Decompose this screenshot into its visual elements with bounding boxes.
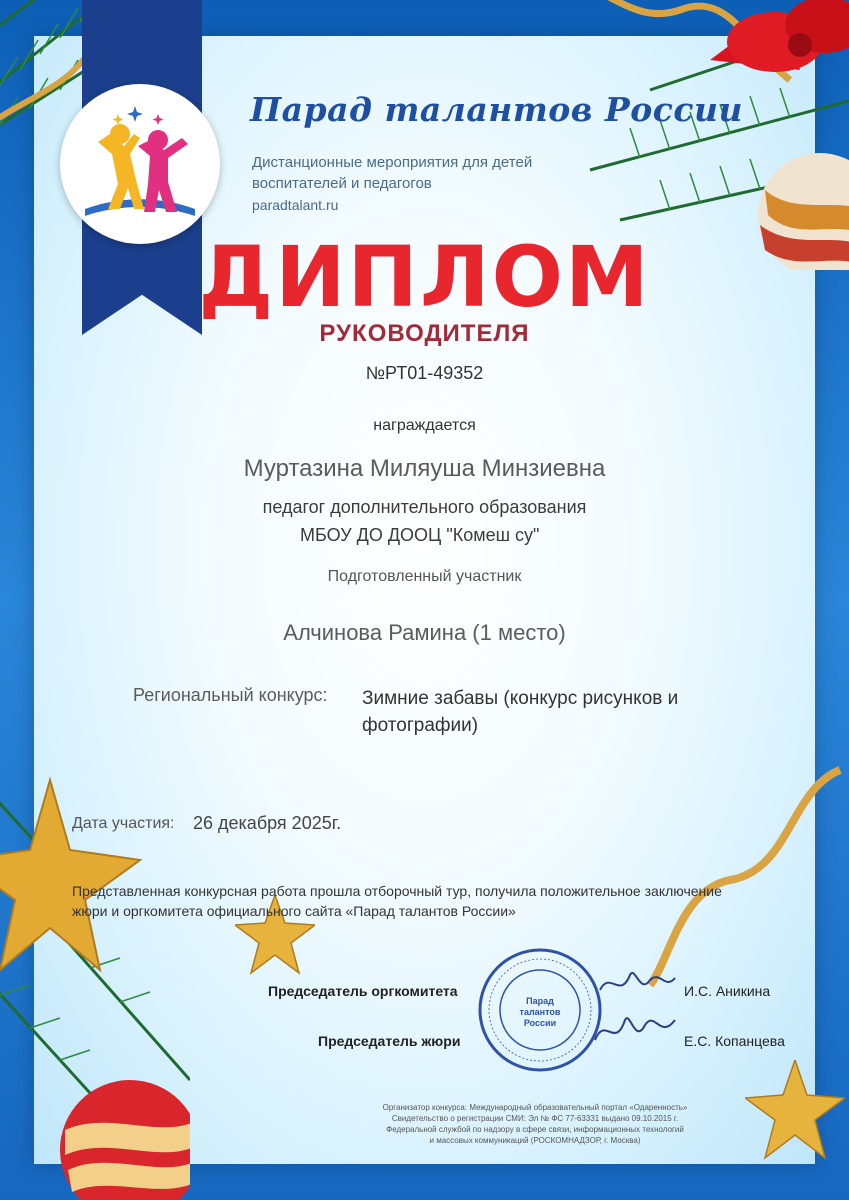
gold-ribbon-right	[640, 760, 849, 990]
contest-label: Региональный конкурс:	[133, 685, 328, 705]
date-label: Дата участия:	[72, 815, 175, 832]
footer-organizer-info	[345, 1102, 725, 1146]
footer-line: Федеральной службой по надзору в сфере связи, информационных технологий	[386, 1125, 684, 1134]
chair-jury-label: Председатель жюри	[318, 1033, 461, 1049]
footer-line: Организатор конкурса: Международный образовательный портал «Одаренность»	[382, 1103, 688, 1112]
diploma-number: №РТ01-49352	[365, 363, 484, 383]
footer-line: и массовых коммуникаций (РОСКОМНАДЗОР, г. Москва)	[429, 1136, 641, 1145]
dancing-children-icon	[60, 84, 220, 244]
chair-jury-name: Е.С. Копанцева	[684, 1033, 785, 1049]
awarded-label: награждается	[373, 417, 476, 434]
contest-name: Зимние забавы (конкурс рисунков и фотографии)	[362, 688, 679, 736]
recipient-organization: МБОУ ДО ДООЦ "Комеш су"	[300, 525, 540, 545]
footer-line: Свидетельство о регистрации СМИ: Эл № ФС 77-63331 выдано 09.10.2015 г.	[391, 1114, 679, 1123]
statement-text: Представленная конкурсная работа прошла отборочный тур, получила положительное заключение жюри и оргкомитета официального сайта «Парад талантов России»	[72, 883, 722, 919]
diploma-subtitle: РУКОВОДИТЕЛЯ	[319, 320, 530, 347]
diploma-title: ДИПЛОМ	[198, 228, 651, 326]
brand-subtitle: Дистанционные мероприятия для детей воспитателей и педагогов	[252, 154, 533, 192]
pine-garland-bottom-left	[0, 700, 190, 1200]
participant-name: Алчинова Рамина (1 место)	[283, 620, 566, 645]
handwritten-signatures	[590, 960, 680, 1060]
brand-title: Парад талантов России	[250, 90, 743, 129]
brand-website: paradtalant.ru	[252, 197, 339, 213]
date-value: 26 декабря 2025г.	[193, 813, 342, 833]
recipient-name: Муртазина Миляуша Минзиевна	[243, 455, 606, 482]
chair-orgcommittee-name: И.С. Аникина	[684, 983, 771, 999]
chair-orgcommittee-label: Председатель оргкомитета	[268, 983, 458, 999]
gold-star-bottom-right	[745, 1060, 845, 1160]
brand-logo	[60, 84, 220, 244]
stamp-text: Парад талантов России	[519, 996, 561, 1028]
prepared-participant-label: Подготовленный участник	[327, 568, 522, 585]
recipient-position: педагог дополнительного образования	[262, 497, 587, 517]
